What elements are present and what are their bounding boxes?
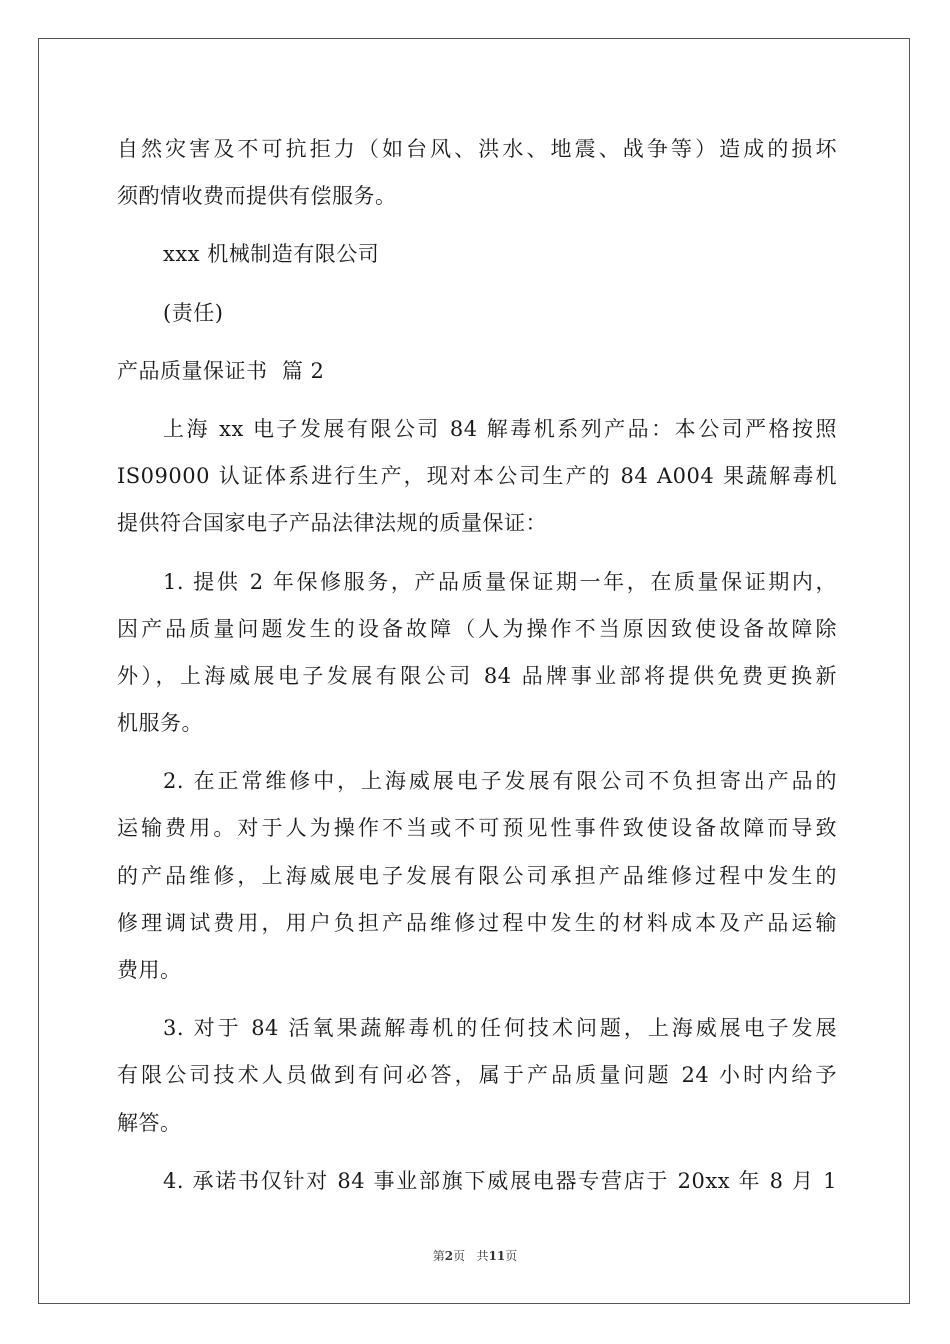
list-item-line: 4. 承诺书仅针对 84 事业部旗下威展电器专营店于 20xx 年 8 月 1 bbox=[163, 1168, 837, 1193]
responsibility-label: (责任) bbox=[163, 300, 224, 325]
text-line: 上海 xx 电子发展有限公司 84 解毒机系列产品：本公司严格按照 bbox=[163, 416, 837, 441]
page-prefix: 第 bbox=[432, 1249, 445, 1263]
list-item-line: 的产品维修，上海威展电子发展有限公司承担产品维修过程中发生的 bbox=[117, 863, 837, 888]
text-line: 自然灾害及不可抗拒力（如台风、洪水、地震、战争等）造成的损坏 bbox=[117, 137, 837, 161]
total-pages: 11 bbox=[488, 1249, 506, 1263]
text-line: IS09000 认证体系进行生产，现对本公司生产的 84 A004 果蔬解毒机 bbox=[117, 464, 837, 489]
list-item-line: 有限公司技术人员做到有问必答，属于产品质量问题 24 小时内给予 bbox=[117, 1063, 837, 1088]
list-item-line: 因产品质量问题发生的设备故障（人为操作不当原因致使设备故障除 bbox=[117, 616, 837, 641]
list-item-line: 外），上海威展电子发展有限公司 84 品牌事业部将提供免费更换新 bbox=[117, 663, 837, 688]
list-item-line: 机服务。 bbox=[117, 711, 203, 736]
page-suffix: 页 bbox=[453, 1249, 466, 1263]
list-item-line: 费用。 bbox=[117, 958, 182, 982]
list-item-line: 修理调试费用，用户负担产品维修过程中发生的材料成本及产品运输 bbox=[117, 910, 837, 935]
list-item-line: 解答。 bbox=[117, 1110, 182, 1135]
list-item-line: 运输费用。对于人为操作不当或不可预见性事件致使设备故障而导致 bbox=[117, 816, 837, 841]
total-prefix: 共 bbox=[476, 1249, 489, 1263]
total-suffix: 页 bbox=[505, 1249, 518, 1263]
text-line: 须酌情收费而提供有偿服务。 bbox=[117, 184, 397, 209]
section-title: 产品质量保证书 篇 2 bbox=[117, 358, 325, 383]
page-number: 2 bbox=[444, 1249, 454, 1263]
company-name: xxx 机械制造有限公司 bbox=[163, 242, 380, 267]
text-line: 提供符合国家电子产品法律法规的质量保证： bbox=[117, 511, 547, 536]
list-item-line: 1. 提供 2 年保修服务，产品质量保证期一年，在质量保证期内， bbox=[163, 569, 837, 594]
list-item-line: 2. 在正常维修中，上海威展电子发展有限公司不负担寄出产品的 bbox=[163, 769, 837, 794]
list-item-line: 3. 对于 84 活氧果蔬解毒机的任何技术问题，上海威展电子发展 bbox=[163, 1016, 837, 1041]
document-body bbox=[117, 126, 837, 1205]
page-footer bbox=[0, 1247, 950, 1264]
